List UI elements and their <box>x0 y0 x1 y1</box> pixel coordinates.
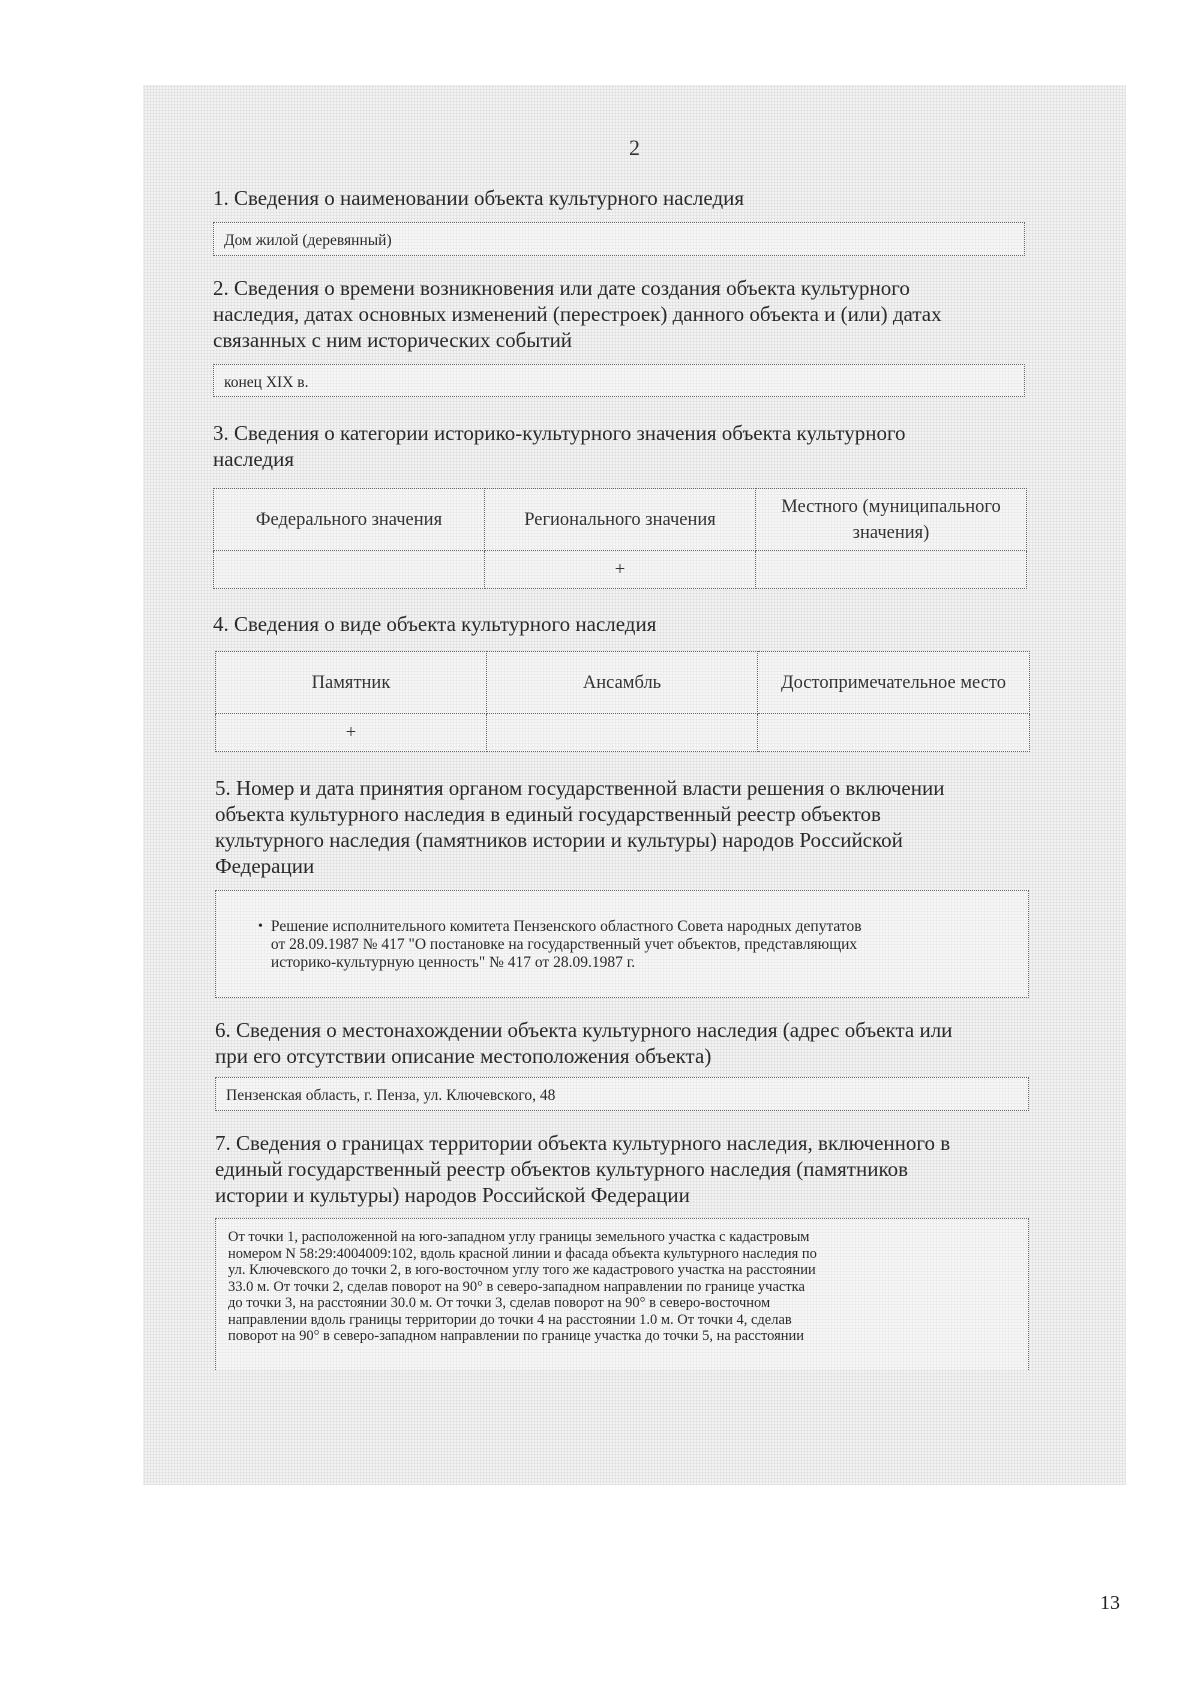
mark-ensemble <box>487 714 758 752</box>
boundary-line: направлении вдоль границы территории до точки 4 на расстоянии 1.0 м. От точки 4, сделав <box>228 1311 792 1328</box>
section-7-title-line: 7. Сведения о границах территории объекта культурного наследия, включенного в <box>215 1131 951 1155</box>
boundary-line: номером N 58:29:4004009:102, вдоль красной линии и фасада объекта культурного наследия по <box>228 1245 817 1262</box>
page-number-bottom: 13 <box>1100 1592 1120 1614</box>
header-ensemble: Ансамбль <box>487 652 758 714</box>
mark-monument: + <box>216 714 487 752</box>
section-1-value: Дом жилой (деревянный) <box>224 232 392 249</box>
header-regional: Регионального значения <box>485 489 756 551</box>
section-1-title: 1. Сведения о наименовании объекта культурного наследия <box>213 186 745 210</box>
mark-landmark <box>758 714 1030 752</box>
boundary-line: поворот на 90° в северо-западном направлении по границе участка до точки 5, на расстоянии <box>228 1328 805 1344</box>
section-4-title: 4. Сведения о виде объекта культурного наследия <box>213 612 657 636</box>
boundary-line: до точки 3, на расстоянии 30.0 м. От точки 3, сделав поворот на 90° в северо-восточном <box>228 1295 771 1311</box>
section-5-title-line: культурного наследия (памятников истории и культуры) народов Российской <box>215 828 903 852</box>
section-5-field <box>215 890 1029 998</box>
page-number-top: 2 <box>629 135 640 160</box>
section-2-title-line: 2. Сведения о времени возникновения или дате создания объекта культурного <box>213 276 910 300</box>
boundary-line: ул. Ключевского до точки 2, в юго-восточном углу того же кадастрового участка на расстоянии <box>228 1262 816 1278</box>
section-3-title-line: наследия <box>213 447 294 471</box>
header-landmark: Достопримечательное место <box>758 652 1030 714</box>
section-7-field <box>215 1218 1029 1370</box>
scanned-page <box>143 85 1126 1485</box>
section-5-title <box>215 775 1029 879</box>
section-2-title <box>213 275 1025 353</box>
decision-list-item <box>258 918 1016 972</box>
section-7-title-line: истории и культуры) народов Российской Федерации <box>215 1183 690 1207</box>
decision-line: от 28.09.1987 № 417 "О постановке на государственный учет объектов, представляющих <box>270 936 858 953</box>
section-2-field <box>213 364 1025 397</box>
header-local: Местного (муниципального значения) <box>756 489 1027 551</box>
section-6-title-line: 6. Сведения о местонахождении объекта культурного наследия (адрес объекта или <box>215 1018 953 1042</box>
boundary-line: 33.0 м. От точки 2, сделав поворот на 90° в северо-западном направлении по границе участка <box>228 1278 805 1295</box>
bullet-icon: • <box>258 919 263 934</box>
section-2-title-line: наследия, датах основных изменений (перестроек) данного объекта и (или) датах <box>213 302 942 326</box>
mark-regional: + <box>485 551 756 589</box>
boundary-description <box>216 1219 1028 1345</box>
section-6-field <box>215 1077 1029 1111</box>
section-5-title-line: объекта культурного наследия в единый государственный реестр объектов <box>215 802 881 826</box>
section-5-title-line: 5. Номер и дата принятия органом государственной власти решения о включении <box>215 776 945 800</box>
header-federal: Федерального значения <box>214 489 485 551</box>
section-2-value: конец XIX в. <box>224 374 309 391</box>
section-6-title <box>215 1017 1029 1069</box>
object-type-table <box>215 651 1030 752</box>
decision-line: историко-культурную ценность" № 417 от 28.09.1987 г. <box>270 954 636 971</box>
mark-local <box>756 551 1027 589</box>
section-3-title-line: 3. Сведения о категории историко-культурного значения объекта культурного <box>213 421 906 445</box>
section-3-title <box>213 420 1025 472</box>
mark-federal <box>214 551 485 589</box>
section-6-value: Пензенская область, г. Пенза, ул. Ключевского, 48 <box>226 1087 556 1104</box>
boundary-line: От точки 1, расположенной на юго-западном углу границы земельного участка с кадастровым <box>228 1229 810 1245</box>
section-6-title-line: при его отсутствии описание местоположения объекта) <box>215 1044 712 1068</box>
decision-line: Решение исполнительного комитета Пензенского областного Совета народных депутатов <box>270 918 862 935</box>
section-2-title-line: связанных с ним исторических событий <box>213 328 573 352</box>
section-7-title <box>215 1130 1029 1208</box>
section-5-title-line: Федерации <box>215 854 315 878</box>
section-7-title-line: единый государственный реестр объектов культурного наследия (памятников <box>215 1157 908 1181</box>
section-1-field <box>213 222 1025 256</box>
header-monument: Памятник <box>216 652 487 714</box>
significance-category-table <box>213 488 1027 589</box>
